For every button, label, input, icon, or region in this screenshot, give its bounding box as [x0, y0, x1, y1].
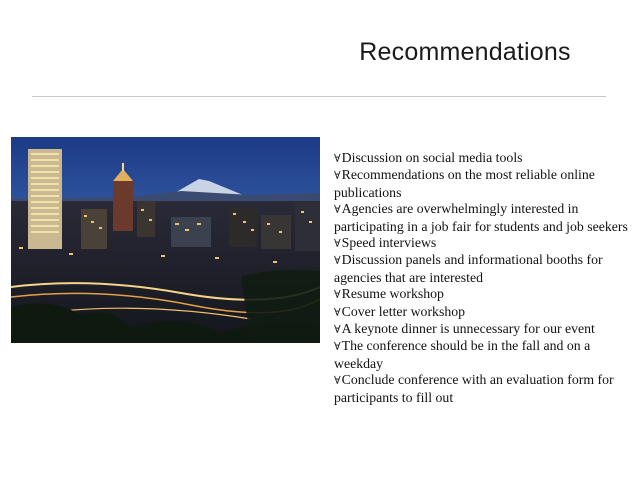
- bullet-symbol: ∀: [334, 237, 341, 251]
- list-item: [334, 321, 630, 338]
- list-item-text: Cover letter workshop: [341, 303, 466, 319]
- slide-title: Recommendations: [359, 38, 571, 66]
- list-item-text: Recommendations on the most reliable online publications: [334, 167, 595, 200]
- list-item: [334, 167, 630, 201]
- bullet-symbol: ∀: [334, 305, 341, 319]
- list-item-text: Discussion panels and informational booths for agencies that are interested: [334, 252, 603, 285]
- list-item-text: Conclude conference with an evaluation form for participants to fill out: [334, 372, 614, 405]
- list-item-text: Resume workshop: [341, 286, 444, 302]
- list-item: [334, 150, 630, 167]
- bullet-symbol: ∀: [334, 340, 341, 354]
- bullet-symbol: ∀: [334, 152, 341, 165]
- list-item: [334, 372, 630, 406]
- list-item-text: A keynote dinner is unnecessary for our event: [341, 321, 595, 337]
- city-skyline-photo: [11, 137, 320, 343]
- list-item: [334, 286, 630, 303]
- recommendations-list: [334, 150, 630, 406]
- list-item-text: Agencies are overwhelmingly interested in participating in a job fair for students and job seekers: [334, 201, 628, 234]
- list-item: [334, 338, 630, 372]
- list-item: [334, 252, 630, 286]
- title-divider: [32, 96, 606, 97]
- list-item: [334, 201, 630, 235]
- list-item-text: The conference should be in the fall and on a weekday: [334, 338, 591, 371]
- list-item: [334, 235, 630, 252]
- bullet-symbol: ∀: [334, 288, 341, 302]
- bullet-symbol: ∀: [334, 203, 341, 217]
- list-item: [334, 304, 630, 321]
- bullet-symbol: ∀: [334, 169, 341, 183]
- bullet-symbol: ∀: [334, 323, 341, 337]
- bullet-symbol: ∀: [334, 374, 341, 388]
- list-item-text: Speed interviews: [341, 235, 437, 251]
- list-item-text: Discussion on social media tools: [341, 150, 523, 165]
- bullet-symbol: ∀: [334, 254, 341, 268]
